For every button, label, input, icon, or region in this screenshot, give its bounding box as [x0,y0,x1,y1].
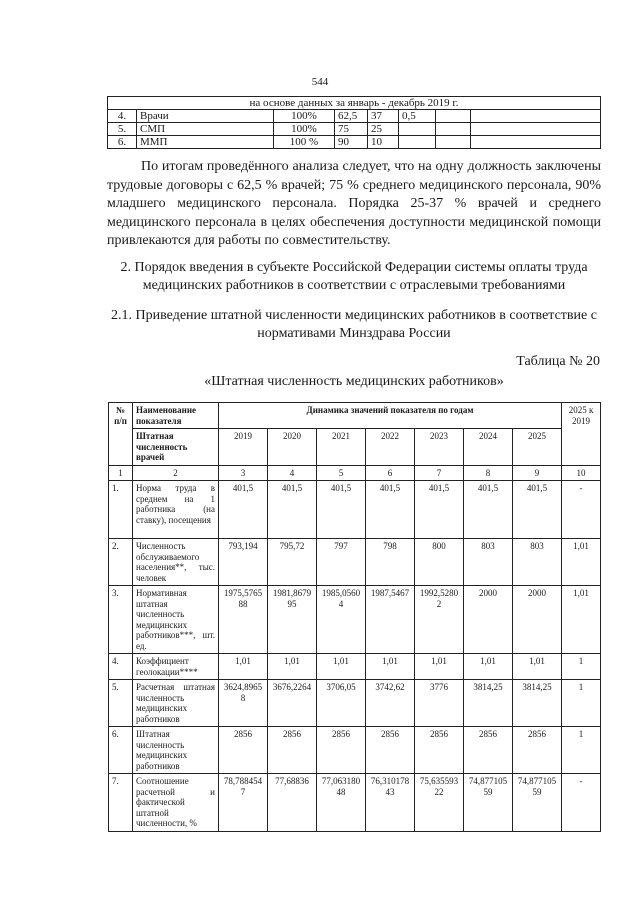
column-number: 9 [513,465,562,481]
row-name: Норма труда в среднем на 1 работника (на ставку), посещения [133,481,219,539]
row-value-b: 37 [368,110,399,123]
row-number: 6. [109,727,133,774]
empty-cell [436,136,471,149]
row-ratio: 1 [562,654,601,680]
section-heading-2: 2. Порядок введения в субъекте Российской Федерации системы оплаты труда медицинских работников в соответствии с отраслевыми требованиями [120,260,588,293]
row-value: 401,5 [317,481,366,539]
row-value: 1,01 [268,654,317,680]
row-percent: 100% [274,110,335,123]
row-value: 1,01 [366,654,415,680]
row-value: 78,7884547 [219,774,268,832]
row-value-b: 25 [368,123,399,136]
year-header: 2019 [219,429,268,466]
row-value: 77,06318048 [317,774,366,832]
empty-cell [471,123,601,136]
row-value-b: 10 [368,136,399,149]
column-number: 6 [366,465,415,481]
column-number: 5 [317,465,366,481]
year-header: 2023 [415,429,464,466]
row-value: 1985,05604 [317,586,366,654]
empty-cell [436,123,471,136]
year-header: 2020 [268,429,317,466]
row-name: Врачи [137,110,274,123]
row-value: 803 [513,539,562,586]
row-number: 6. [108,136,137,149]
row-name: Соотношение расчетной и фактической штатной численности, % [133,774,219,832]
column-number: 4 [268,465,317,481]
row-value: 401,5 [268,481,317,539]
row-value: 3814,25 [464,680,513,727]
row-value-a: 75 [335,123,368,136]
row-value: 803 [464,539,513,586]
row-number: 2. [109,539,133,586]
table-title: «Штатная численность медицинских работников» [204,374,504,389]
year-header: 2024 [464,429,513,466]
row-value: 74,87710559 [513,774,562,832]
column-number: 2 [133,465,219,481]
row-value: 3706,05 [317,680,366,727]
row-value: 2856 [219,727,268,774]
row-value-c [399,136,436,149]
row-name: Штатная численность медицинских работников [133,727,219,774]
row-value: 401,5 [464,481,513,539]
row-value: 797 [317,539,366,586]
empty-cell [436,110,471,123]
row-value-a: 62,5 [335,110,368,123]
column-number: 8 [464,465,513,481]
row-value: 1975,576588 [219,586,268,654]
row-number: 7. [109,774,133,832]
row-value: 3676,2264 [268,680,317,727]
row-ratio: - [562,481,601,539]
row-value: 1981,867995 [268,586,317,654]
row-ratio: - [562,774,601,832]
row-value: 401,5 [219,481,268,539]
row-ratio: 1,01 [562,539,601,586]
row-value: 2856 [317,727,366,774]
section-heading-2-1: 2.1. Приведение штатной численности медицинских работников в соответствие с нормативами Минздрава России [111,308,597,341]
row-name: Расчетная штатная численность медицинских работников [133,680,219,727]
page-number: 544 [311,76,329,88]
row-value: 1,01 [317,654,366,680]
analysis-paragraph: По итогам проведённого анализа следует, что на одну должность заключены трудовые договоры с 62,5 % врачей; 75 % среднего медицинского персонала, 90% младшего медицинского персонала. Порядка 25-37 % врачей и среднего медицинского персонала в целях обеспечения доступности медицинской помощи привлекаются для работы по совместительству. [107,159,601,248]
row-value: 2000 [513,586,562,654]
table-row [109,481,601,539]
row-ratio: 1 [562,680,601,727]
column-number: 1 [109,465,133,481]
row-name: ММП [137,136,274,149]
row-value: 401,5 [415,481,464,539]
row-value: 2856 [464,727,513,774]
row-value: 3776 [415,680,464,727]
row-value: 1,01 [219,654,268,680]
table-caption: на основе данных за январь - декабрь 2019 г. [108,97,601,110]
column-number: 10 [562,465,601,481]
row-value: 1,01 [464,654,513,680]
row-value: 74,87710559 [464,774,513,832]
column-number: 7 [415,465,464,481]
year-header: 2025 [513,429,562,466]
table-row [108,110,601,123]
row-value: 1,01 [415,654,464,680]
staff-numbers-table [108,402,601,832]
table-number: Таблица № 20 [516,354,600,369]
row-value: 3742,62 [366,680,415,727]
row-value: 401,5 [513,481,562,539]
row-value: 2856 [366,727,415,774]
row-value: 2856 [268,727,317,774]
row-number: 5. [108,123,137,136]
row-value: 3814,25 [513,680,562,727]
row-value: 795,72 [268,539,317,586]
row-value: 1,01 [513,654,562,680]
year-header: 2022 [366,429,415,466]
row-value: 798 [366,539,415,586]
row-value: 793,194 [219,539,268,586]
row-value: 2856 [513,727,562,774]
row-value: 75,63559322 [415,774,464,832]
header-ratio: 2025 к 2019 [562,403,601,466]
row-name: СМП [137,123,274,136]
row-ratio: 1 [562,727,601,774]
header-num: № п/п [109,403,133,466]
table-row [109,774,601,832]
row-value: 1987,5467 [366,586,415,654]
row-name: Коэффициент геолокации**** [133,654,219,680]
table-row [109,539,601,586]
row-number: 5. [109,680,133,727]
table-row [109,586,601,654]
header-dynamics: Динамика значений показателя по годам [219,403,562,429]
row-value: 401,5 [366,481,415,539]
table-row [109,654,601,680]
row-name: Нормативная штатная численность медицинских работников***, шт. ед. [133,586,219,654]
empty-cell [471,110,601,123]
row-value: 2856 [415,727,464,774]
row-number: 1. [109,481,133,539]
salary-structure-table [107,96,601,149]
row-value-c: 0,5 [399,110,436,123]
table-row [109,727,601,774]
row-value-a: 90 [335,136,368,149]
header-name: Наименование показателя [133,403,219,429]
row-number: 3. [109,586,133,654]
row-number: 4. [109,654,133,680]
row-value: 2000 [464,586,513,654]
row-value: 76,31017843 [366,774,415,832]
table-row [109,680,601,727]
row-value: 77,68836 [268,774,317,832]
row-name: Численность обслуживаемого населения**, тыс. человек [133,539,219,586]
row-percent: 100% [274,123,335,136]
year-header: 2021 [317,429,366,466]
row-value: 1992,52802 [415,586,464,654]
row-value: 3624,89658 [219,680,268,727]
row-ratio: 1,01 [562,586,601,654]
row-value: 800 [415,539,464,586]
empty-cell [471,136,601,149]
header-subname: Штатная численность врачей [133,429,219,466]
row-percent: 100 % [274,136,335,149]
table-row [108,123,601,136]
column-number: 3 [219,465,268,481]
row-value-c [399,123,436,136]
table-row [108,136,601,149]
row-number: 4. [108,110,137,123]
